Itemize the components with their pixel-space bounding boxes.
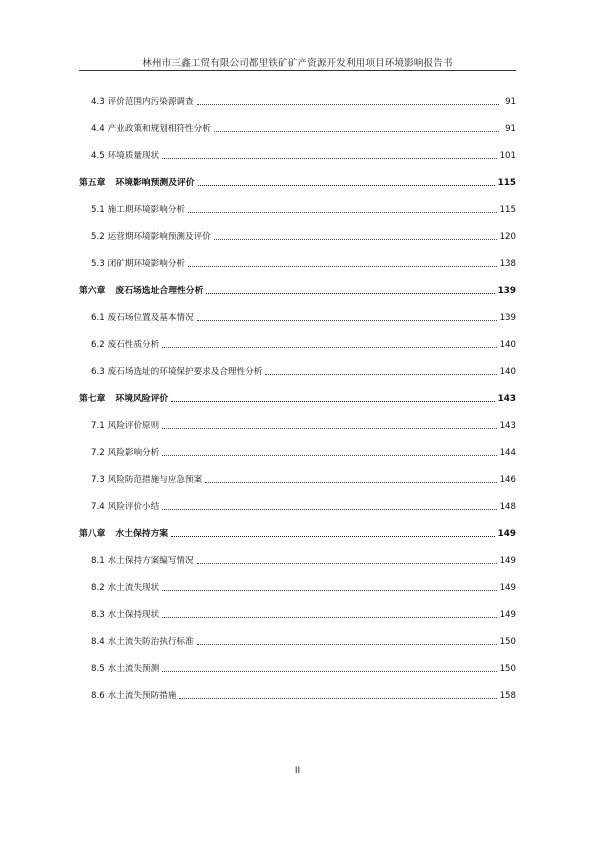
toc-section-entry[interactable]	[79, 607, 516, 621]
toc-section-entry[interactable]	[79, 688, 516, 702]
toc-dot-leader	[198, 184, 495, 186]
toc-entry-number: 5.1	[91, 205, 105, 215]
toc-dot-leader	[197, 562, 497, 564]
toc-dot-leader	[171, 535, 494, 537]
toc-entry-title: 水土保持方案	[115, 529, 169, 539]
toc-entry-page: 150	[499, 664, 516, 674]
toc-dot-leader	[162, 346, 496, 348]
toc-entry-page: 143	[497, 394, 516, 404]
toc-entry-number: 7.3	[91, 475, 105, 485]
toc-entry-number: 4.5	[91, 151, 105, 161]
toc-entry-page: 91	[505, 124, 516, 134]
toc-section-entry[interactable]	[79, 337, 516, 351]
toc-section-entry[interactable]	[79, 202, 516, 216]
toc-dot-leader	[265, 373, 496, 375]
toc-section-entry[interactable]	[79, 553, 516, 567]
toc-chapter-entry[interactable]	[79, 526, 516, 540]
toc-entry-page: 115	[499, 205, 516, 215]
toc-entry-number: 6.2	[91, 340, 105, 350]
toc-dot-leader	[214, 238, 497, 240]
toc-entry-page: 146	[499, 475, 516, 485]
toc-entry-page: 144	[499, 448, 516, 458]
toc-dot-leader	[179, 697, 496, 699]
toc-dot-leader	[162, 616, 496, 618]
toc-section-entry[interactable]	[79, 229, 516, 243]
toc-dot-leader	[197, 103, 499, 105]
toc-entry-number: 第六章	[79, 286, 106, 296]
toc-entry-page: 139	[499, 313, 516, 323]
toc-entry-title: 产业政策和规划相符性分析	[107, 124, 211, 134]
toc-dot-leader	[197, 319, 497, 321]
toc-entry-number: 8.6	[91, 691, 105, 701]
toc-section-entry[interactable]	[79, 310, 516, 324]
toc-entry-title: 风险评价原则	[107, 421, 160, 431]
toc-entry-number: 7.4	[91, 502, 105, 512]
toc-entry-number: 4.3	[91, 97, 105, 107]
toc-entry-number: 4.4	[91, 124, 105, 134]
toc-entry-title: 废石场选址合理性分析	[115, 286, 204, 296]
toc-entry-number: 8.4	[91, 637, 105, 647]
toc-entry-title: 废石场选址的环境保护要求及合理性分析	[107, 367, 263, 377]
toc-entry-title: 环境风险评价	[115, 394, 169, 404]
toc-section-entry[interactable]	[79, 121, 516, 135]
toc-entry-number: 第五章	[79, 178, 106, 188]
toc-dot-leader	[205, 481, 496, 483]
page-number: II	[294, 766, 301, 776]
toc-entry-number: 第七章	[79, 394, 106, 404]
toc-entry-page: 149	[499, 556, 516, 566]
toc-entry-number: 6.1	[91, 313, 105, 323]
toc-entry-page: 149	[499, 610, 516, 620]
toc-entry-number: 5.2	[91, 232, 105, 242]
toc-entry-title: 水土流失现状	[107, 583, 160, 593]
toc-dot-leader	[188, 211, 497, 213]
toc-entry-title: 水土保持方案编写情况	[107, 556, 194, 566]
toc-section-entry[interactable]	[79, 94, 516, 108]
toc-entry-title: 废石场位置及基本情况	[107, 313, 194, 323]
toc-entry-title: 废石性质分析	[107, 340, 160, 350]
toc-section-entry[interactable]	[79, 499, 516, 513]
toc-entry-page: 138	[499, 259, 516, 269]
toc-entry-title: 闭矿期环境影响分析	[107, 259, 186, 269]
toc-entry-number: 7.2	[91, 448, 105, 458]
toc-entry-page: 143	[499, 421, 516, 431]
toc-entry-title: 风险防范措施与应急预案	[107, 475, 203, 485]
toc-entry-page: 148	[499, 502, 516, 512]
toc-entry-page: 149	[499, 583, 516, 593]
toc-entry-title: 风险评价小结	[107, 502, 160, 512]
toc-section-entry[interactable]	[79, 148, 516, 162]
toc-dot-leader	[162, 508, 496, 510]
toc-entry-number: 8.1	[91, 556, 105, 566]
toc-entry-title: 水土流失预防措施	[107, 691, 177, 701]
toc-entry-page: 101	[499, 151, 516, 161]
toc-dot-leader	[197, 643, 497, 645]
toc-entry-title: 施工期环境影响分析	[107, 205, 186, 215]
toc-entry-number: 8.5	[91, 664, 105, 674]
toc-section-entry[interactable]	[79, 472, 516, 486]
toc-dot-leader	[188, 265, 497, 267]
toc-entry-title: 水土流失防治执行标准	[107, 637, 194, 647]
toc-section-entry[interactable]	[79, 256, 516, 270]
toc-dot-leader	[162, 454, 496, 456]
toc-entry-number: 7.1	[91, 421, 105, 431]
header-rule	[79, 70, 516, 71]
toc-entry-number: 8.2	[91, 583, 105, 593]
toc-section-entry[interactable]	[79, 634, 516, 648]
toc-entry-title: 环境影响预测及评价	[115, 178, 195, 188]
toc-section-entry[interactable]	[79, 580, 516, 594]
toc-chapter-entry[interactable]	[79, 391, 516, 405]
toc-entry-title: 环境质量现状	[107, 151, 160, 161]
toc-section-entry[interactable]	[79, 445, 516, 459]
toc-dot-leader	[162, 157, 496, 159]
toc-entry-title: 风险影响分析	[107, 448, 160, 458]
running-header: 林州市三鑫工贸有限公司都里铁矿矿产资源开发利用项目环境影响报告书	[142, 58, 453, 69]
toc-entry-page: 91	[505, 97, 516, 107]
toc-entry-title: 水土保持现状	[107, 610, 160, 620]
toc-dot-leader	[162, 670, 496, 672]
toc-entry-title: 水土流失预测	[107, 664, 160, 674]
toc-section-entry[interactable]	[79, 364, 516, 378]
toc-entry-page: 115	[497, 178, 516, 188]
toc-entry-number: 第八章	[79, 529, 106, 539]
toc-entry-number: 8.3	[91, 610, 105, 620]
toc-entry-number: 6.3	[91, 367, 105, 377]
toc-entry-page: 140	[499, 340, 516, 350]
toc-entry-page: 139	[497, 286, 516, 296]
toc-entry-title: 运营期环境影响预测及评价	[107, 232, 211, 242]
toc-entry-number: 5.3	[91, 259, 105, 269]
toc-dot-leader	[206, 292, 494, 294]
toc-section-entry[interactable]	[79, 418, 516, 432]
toc-entry-page: 120	[499, 232, 516, 242]
toc-dot-leader	[171, 400, 494, 402]
toc-chapter-entry[interactable]	[79, 175, 516, 189]
toc-entry-page: 158	[499, 691, 516, 701]
toc-entry-page: 150	[499, 637, 516, 647]
toc-section-entry[interactable]	[79, 661, 516, 675]
toc-entry-page: 149	[497, 529, 516, 539]
toc-dot-leader	[162, 589, 496, 591]
toc-entry-page: 140	[499, 367, 516, 377]
toc-entry-title: 评价范围内污染源调查	[107, 97, 194, 107]
toc-dot-leader	[214, 130, 499, 132]
toc-dot-leader	[162, 427, 496, 429]
toc-chapter-entry[interactable]	[79, 283, 516, 297]
